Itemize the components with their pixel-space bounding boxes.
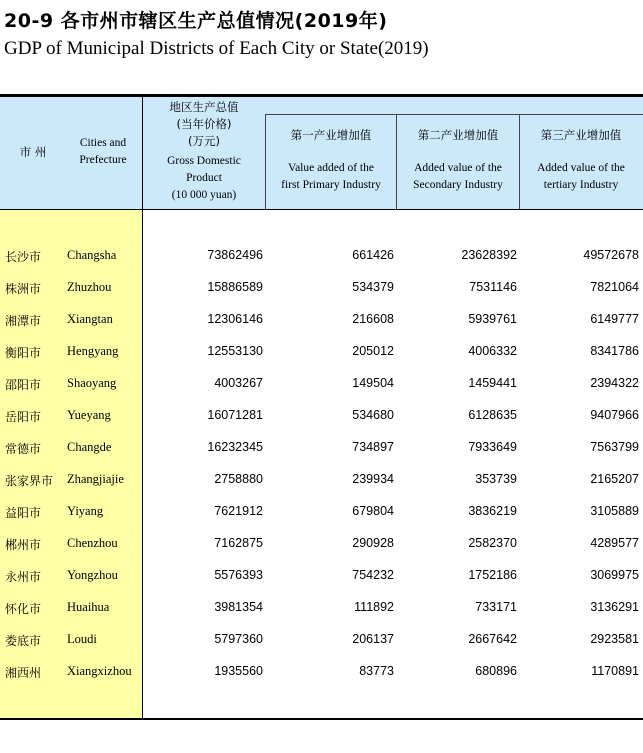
gdp-value: 1935560 xyxy=(214,664,263,678)
gdp-value: 4003267 xyxy=(214,376,263,390)
primary-value: 149504 xyxy=(352,376,394,390)
primary-value: 534680 xyxy=(352,408,394,422)
primary-value: 290928 xyxy=(352,536,394,550)
header-city-cn: 市 州 xyxy=(19,145,47,159)
header-rule xyxy=(0,209,643,210)
primary-value: 679804 xyxy=(352,504,394,518)
primary-value: 111892 xyxy=(354,600,394,614)
secondary-value: 7933649 xyxy=(468,440,517,454)
gdp-value: 3981354 xyxy=(214,600,263,614)
table-row xyxy=(0,432,643,464)
table-row xyxy=(0,336,643,368)
primary-value: 754232 xyxy=(352,568,394,582)
city-name-en: Hengyang xyxy=(67,344,119,358)
tertiary-value: 3136291 xyxy=(590,600,639,614)
gdp-value: 16071281 xyxy=(207,408,263,422)
header-tertiary: 第三产业增加值 Added value of the tertiary Industry xyxy=(537,128,625,191)
city-name-cn: 岳阳市 xyxy=(5,410,42,424)
secondary-value: 353739 xyxy=(475,472,517,486)
city-name-cn: 怀化市 xyxy=(5,602,42,616)
bottom-rule xyxy=(0,718,643,720)
city-name-en: Changsha xyxy=(67,248,117,262)
secondary-value: 2582370 xyxy=(468,536,517,550)
primary-value: 205012 xyxy=(352,344,394,358)
tertiary-value: 49572678 xyxy=(583,248,639,262)
gdp-value: 12553130 xyxy=(207,344,263,358)
city-name-cn: 永州市 xyxy=(5,570,42,584)
gdp-value: 15886589 xyxy=(207,280,263,294)
table-row xyxy=(0,624,643,656)
secondary-value: 23628392 xyxy=(461,248,517,262)
city-name-cn: 湘西州 xyxy=(5,666,42,680)
primary-value: 734897 xyxy=(352,440,394,454)
city-name-en: Xiangtan xyxy=(67,312,113,326)
primary-value: 83773 xyxy=(359,664,394,678)
table-title-chinese: 20-9 各市州市辖区生产总值情况(2019年) xyxy=(4,10,388,32)
tertiary-value: 1170891 xyxy=(591,664,639,678)
table-row xyxy=(0,368,643,400)
secondary-value: 733171 xyxy=(475,600,517,614)
table-row xyxy=(0,592,643,624)
gdp-value: 73862496 xyxy=(207,248,263,262)
city-name-cn: 湘潭市 xyxy=(5,314,42,328)
tertiary-value: 6149777 xyxy=(590,312,639,326)
gdp-value: 7162875 xyxy=(214,536,263,550)
city-name-cn: 娄底市 xyxy=(5,634,42,648)
tertiary-value: 9407966 xyxy=(590,408,639,422)
table-row xyxy=(0,304,643,336)
tertiary-value: 2165207 xyxy=(590,472,639,486)
city-name-en: Yueyang xyxy=(67,408,111,422)
city-name-en: Yongzhou xyxy=(67,568,118,582)
city-name-cn: 张家界市 xyxy=(5,474,54,488)
city-name-cn: 常德市 xyxy=(5,442,42,456)
secondary-value: 3836219 xyxy=(468,504,517,518)
table-row xyxy=(0,240,643,272)
city-name-en: Shaoyang xyxy=(67,376,117,390)
tertiary-value: 3105889 xyxy=(590,504,639,518)
table-row xyxy=(0,496,643,528)
city-name-cn: 郴州市 xyxy=(5,538,42,552)
table-row xyxy=(0,400,643,432)
header-gdp: 地区生产总值 (当年价格) (万元) Gross Domestic Product (10 000 yuan) xyxy=(167,100,241,201)
tertiary-value: 7563799 xyxy=(590,440,639,454)
table-row xyxy=(0,560,643,592)
primary-value: 239934 xyxy=(352,472,394,486)
city-name-en: Huaihua xyxy=(67,600,110,614)
city-name-en: Chenzhou xyxy=(67,536,118,550)
secondary-value: 5939761 xyxy=(468,312,517,326)
header-city-en: Cities and Prefecture xyxy=(79,137,127,166)
primary-value: 206137 xyxy=(352,632,394,646)
secondary-value: 1459441 xyxy=(468,376,517,390)
primary-value: 534379 xyxy=(352,280,394,294)
gdp-value: 7621912 xyxy=(214,504,263,518)
secondary-value: 6128635 xyxy=(468,408,517,422)
secondary-value: 680896 xyxy=(475,664,517,678)
primary-value: 661426 xyxy=(352,248,394,262)
city-name-cn: 邵阳市 xyxy=(5,378,42,392)
city-name-cn: 长沙市 xyxy=(5,250,42,264)
city-name-cn: 益阳市 xyxy=(5,506,42,520)
secondary-value: 4006332 xyxy=(468,344,517,358)
tertiary-value: 3069975 xyxy=(590,568,639,582)
tertiary-value: 2394322 xyxy=(590,376,639,390)
secondary-value: 7531146 xyxy=(469,280,517,294)
header-secondary: 第二产业增加值 Added value of the Secondary Industry xyxy=(413,128,503,191)
city-name-cn: 株洲市 xyxy=(5,282,42,296)
city-name-en: Zhuzhou xyxy=(67,280,112,294)
tertiary-value: 7821064 xyxy=(590,280,639,294)
city-name-cn: 衡阳市 xyxy=(5,346,42,360)
tertiary-value: 8341786 xyxy=(590,344,639,358)
primary-value: 216608 xyxy=(352,312,394,326)
tertiary-value: 2923581 xyxy=(590,632,639,646)
city-name-en: Loudi xyxy=(67,632,97,646)
city-name-en: Yiyang xyxy=(67,504,104,518)
table-row xyxy=(0,656,643,688)
city-name-en: Changde xyxy=(67,440,112,454)
secondary-value: 1752186 xyxy=(468,568,517,582)
table-title-english: GDP of Municipal Districts of Each City or State(2019) xyxy=(4,38,429,59)
table-row xyxy=(0,528,643,560)
gdp-value: 12306146 xyxy=(207,312,263,326)
table-row xyxy=(0,272,643,304)
city-name-en: Xiangxizhou xyxy=(67,664,132,678)
gdp-value: 2758880 xyxy=(214,472,263,486)
city-name-en: Zhangjiajie xyxy=(67,472,124,486)
gdp-value: 16232345 xyxy=(207,440,263,454)
header-primary: 第一产业增加值 Value added of the first Primary Industry xyxy=(281,128,381,191)
tertiary-value: 4289577 xyxy=(590,536,639,550)
table-row xyxy=(0,464,643,496)
gdp-value: 5576393 xyxy=(214,568,263,582)
secondary-value: 2667642 xyxy=(468,632,517,646)
gdp-value: 5797360 xyxy=(214,632,263,646)
